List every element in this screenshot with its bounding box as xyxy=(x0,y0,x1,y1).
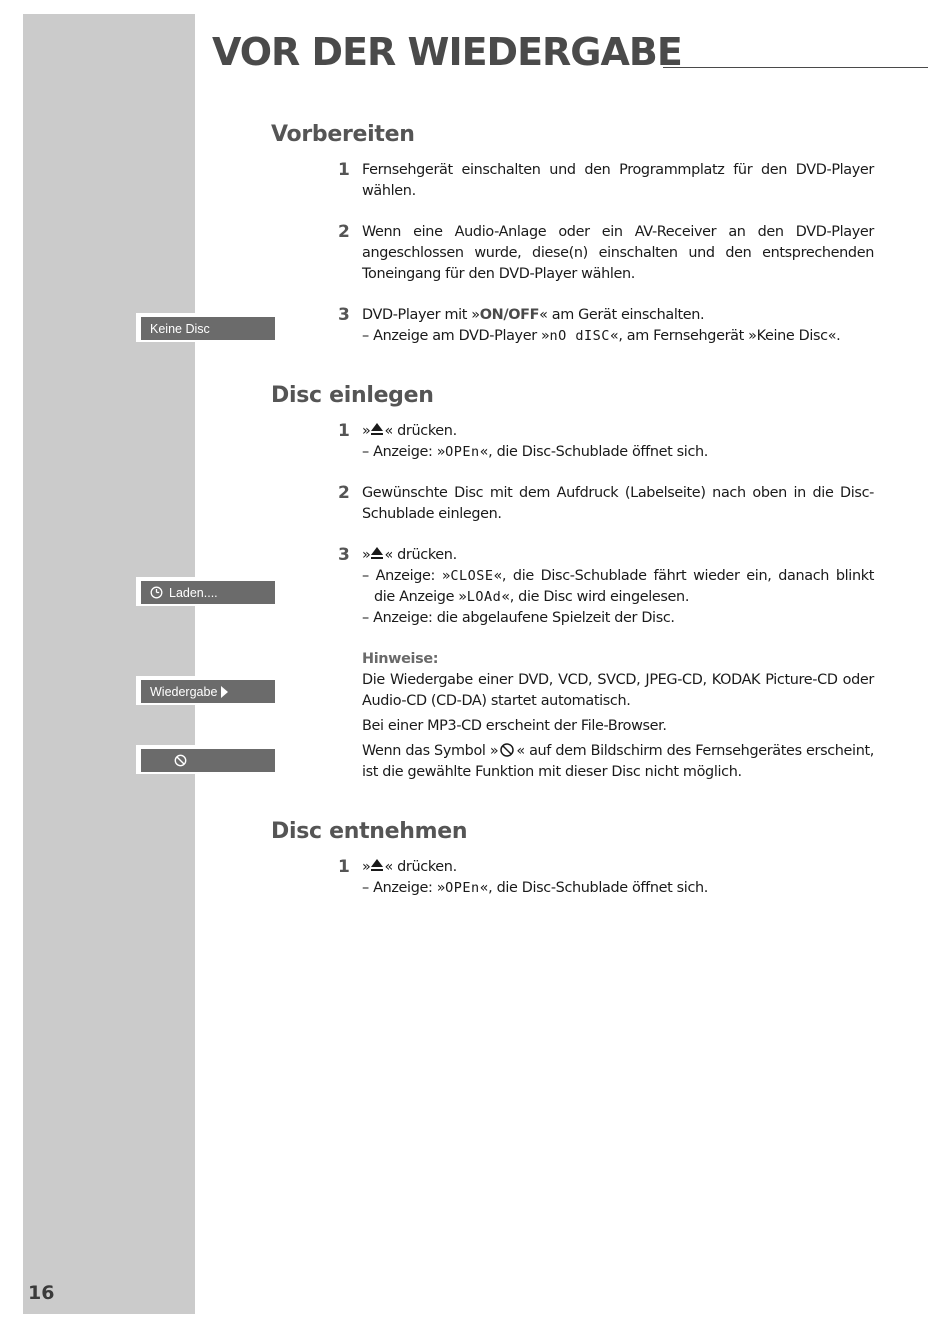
text-fragment: «, die Disc-Schublade öffnet sich. xyxy=(479,444,709,460)
hinweise-paragraph: Bei einer MP3-CD erscheint der File-Browser. xyxy=(362,718,667,734)
section-heading-einlegen: Disc einlegen xyxy=(271,383,434,408)
text-fragment: – Anzeige: » xyxy=(362,880,446,896)
lcd-display-text: LOAd xyxy=(466,589,502,605)
text-fragment: «, die Disc-Schublade fährt wieder ein, danach blinkt die Anzeige » xyxy=(374,568,874,605)
prohibited-icon xyxy=(500,743,514,757)
eject-icon xyxy=(371,858,383,872)
section-heading-vorbereiten: Vorbereiten xyxy=(271,122,415,147)
lcd-display-text: OPEn xyxy=(445,444,480,460)
text-fragment: « drücken. xyxy=(384,859,457,875)
text-fragment: – Anzeige: » xyxy=(362,444,446,460)
text-fragment: « drücken. xyxy=(384,547,457,563)
step-text xyxy=(362,421,874,463)
sidebar-band xyxy=(23,14,195,1314)
step-sub-line: – Anzeige: die abgelaufene Spielzeit der Disc. xyxy=(362,610,675,626)
osd-laden xyxy=(136,577,275,606)
text-fragment: DVD-Player mit » xyxy=(362,307,480,323)
eject-icon xyxy=(371,546,383,560)
step-number: 1 xyxy=(338,857,350,877)
text-fragment: – Anzeige am DVD-Player » xyxy=(362,328,550,344)
osd-label: Keine Disc xyxy=(150,321,210,336)
osd-prohibited xyxy=(136,745,275,774)
step-main-line xyxy=(362,857,874,878)
text-fragment: » xyxy=(362,547,371,563)
osd-box xyxy=(141,749,275,772)
step-number: 1 xyxy=(338,421,350,441)
step-main-line xyxy=(362,305,874,326)
osd-wiedergabe xyxy=(136,676,275,705)
step-text xyxy=(362,545,874,629)
osd-label: Wiedergabe xyxy=(150,684,218,699)
hinweise-label: Hinweise: xyxy=(362,651,439,667)
play-icon xyxy=(221,686,228,698)
hinweise-block xyxy=(362,649,874,783)
step-text: Fernsehgerät einschalten und den Programmplatz für den DVD-Player wählen. xyxy=(362,162,874,199)
osd-box xyxy=(141,581,275,604)
step-sub-line xyxy=(362,878,874,899)
osd-label: Laden.... xyxy=(169,585,218,600)
text-fragment: «, am Fernsehgerät »Keine Disc«. xyxy=(609,328,841,344)
step-main-line xyxy=(362,421,874,442)
step-number: 3 xyxy=(338,305,350,325)
text-fragment: » xyxy=(362,423,371,439)
step-main-line xyxy=(362,545,874,566)
step-text xyxy=(362,305,874,347)
hinweise-paragraph xyxy=(362,741,874,783)
step-text xyxy=(362,857,874,899)
page-number: 16 xyxy=(28,1282,55,1304)
section-heading-entnehmen: Disc entnehmen xyxy=(271,819,468,844)
text-fragment: » xyxy=(362,859,371,875)
osd-box xyxy=(141,680,275,703)
step-sub-line xyxy=(362,442,874,463)
step-number: 2 xyxy=(338,222,350,242)
step-number: 3 xyxy=(338,545,350,565)
lcd-display-text: OPEn xyxy=(445,880,480,896)
text-fragment: « drücken. xyxy=(384,423,457,439)
on-off-key-label: ON/OFF xyxy=(479,307,540,323)
step-number: 2 xyxy=(338,483,350,503)
text-fragment: – Anzeige: » xyxy=(362,568,451,584)
osd-box xyxy=(141,317,275,340)
step-number: 1 xyxy=(338,160,350,180)
text-fragment: « auf dem Bildschirm des Fernsehgerätes erscheint, ist die gewählte Funktion mit dieser Disc nicht möglich. xyxy=(362,743,874,780)
eject-icon xyxy=(371,422,383,436)
hinweise-paragraph: Die Wiedergabe einer DVD, VCD, SVCD, JPEG-CD, KODAK Picture-CD oder Audio-CD (CD-DA) startet automatisch. xyxy=(362,672,874,709)
osd-keine-disc xyxy=(136,313,275,342)
lcd-display-text: nO dISC xyxy=(549,328,610,344)
title-rule xyxy=(663,67,928,68)
step-sub-line xyxy=(362,326,874,347)
text-fragment: «, die Disc-Schublade öffnet sich. xyxy=(479,880,709,896)
step-sub-line xyxy=(362,566,874,608)
step-text: Gewünschte Disc mit dem Aufdruck (Labelseite) nach oben in die Disc-Schublade einlegen. xyxy=(362,485,874,522)
lcd-display-text: CLOSE xyxy=(450,568,494,584)
text-fragment: « am Gerät einschalten. xyxy=(539,307,705,323)
clock-icon xyxy=(150,586,163,599)
prohibited-icon xyxy=(174,754,187,767)
page-title: VOR DER WIEDERGABE xyxy=(212,30,682,74)
text-fragment: «, die Disc wird eingelesen. xyxy=(501,589,690,605)
step-text: Wenn eine Audio-Anlage oder ein AV-Receiver an den DVD-Player angeschlossen wurde, diese(n) einschalten und den entsprechenden Toneingang für den DVD-Player wählen. xyxy=(362,224,874,282)
text-fragment: Wenn das Symbol » xyxy=(362,743,499,759)
